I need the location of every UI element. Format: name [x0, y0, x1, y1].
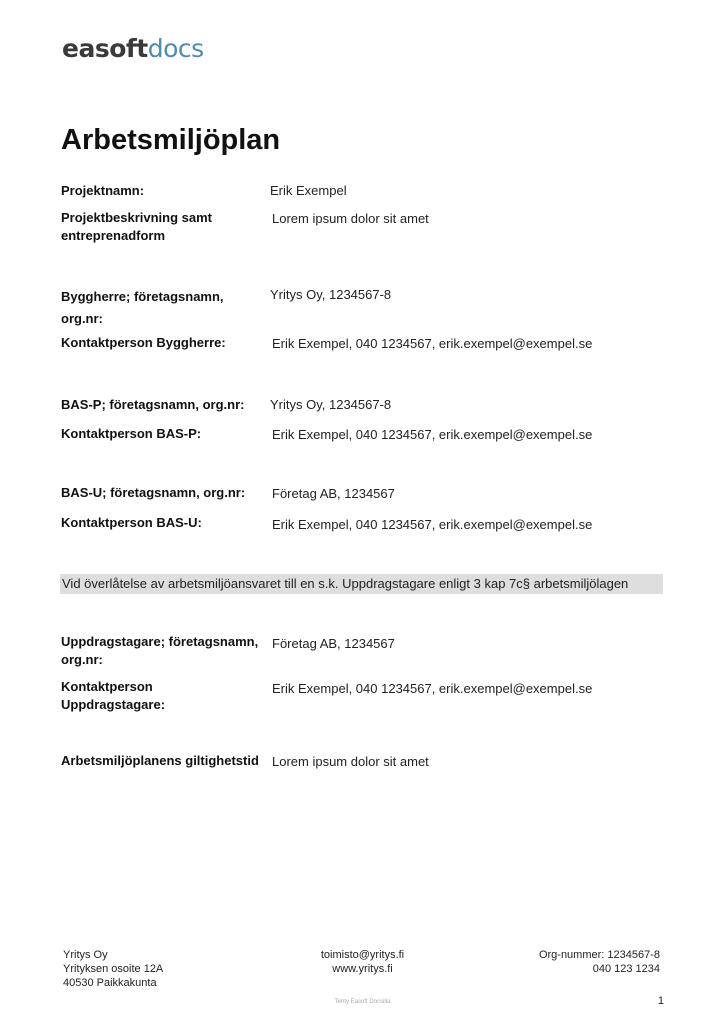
- kontakt-uppdrag-label: Kontaktperson Uppdragstagare:: [61, 679, 166, 712]
- kontakt-byggherre-label: Kontaktperson Byggherre:: [61, 335, 226, 350]
- footer-registration: [539, 948, 660, 976]
- projektnamn-label: Projektnamn:: [61, 183, 145, 198]
- kontakt-uppdrag-value: Erik Exempel, 040 1234567, erik.exempel@exempel.se: [272, 681, 593, 696]
- basu-label: BAS-U; företagsnamn, org.nr:: [61, 485, 246, 500]
- kontakt-basu-label: Kontaktperson BAS-U:: [61, 515, 202, 530]
- projektnamn-value: Erik Exempel: [270, 183, 347, 198]
- footer-company-name: Yritys Oy: [63, 949, 108, 961]
- kontakt-basp-label: Kontaktperson BAS-P:: [61, 426, 202, 441]
- beskrivning-value: Lorem ipsum dolor sit amet: [272, 211, 429, 226]
- byggherre-value: Yritys Oy, 1234567-8: [270, 287, 392, 302]
- generated-by-text: Tehty Easoft Docsilla: [334, 999, 391, 1005]
- beskrivning-label: Projektbeskrivning samt entreprenadform: [61, 210, 212, 243]
- kontakt-basu-value: Erik Exempel, 040 1234567, erik.exempel@exempel.se: [272, 517, 593, 532]
- basp-label: BAS-P; företagsnamn, org.nr:: [61, 397, 245, 412]
- footer-company: [63, 948, 163, 990]
- document-title: Arbetsmiljöplan: [61, 124, 281, 156]
- footer-contact: [290, 948, 435, 976]
- easoftdocs-logo: [62, 36, 204, 61]
- uppdragstagare-banner: Vid överlåtelse av arbetsmiljöansvaret till en s.k. Uppdragstagare enligt 3 kap 7c§ arbetsmiljölagen: [60, 574, 663, 594]
- logo-part-easoft: easoft: [62, 34, 148, 63]
- logo-part-docs: docs: [147, 34, 204, 63]
- byggherre-label: Byggherre; företagsnamn, org.nr:: [61, 289, 224, 326]
- footer-phone: 040 123 1234: [592, 963, 660, 975]
- footer-company-city: 40530 Paikkakunta: [63, 977, 157, 989]
- footer-company-address: Yrityksen osoite 12A: [63, 963, 164, 975]
- footer-org-number: Org-nummer: 1234567-8: [538, 949, 660, 961]
- giltighet-label: Arbetsmiljöplanens giltighetstid: [61, 753, 259, 768]
- uppdragstagare-value: Företag AB, 1234567: [272, 636, 395, 651]
- kontakt-basp-value: Erik Exempel, 040 1234567, erik.exempel@exempel.se: [272, 427, 593, 442]
- basu-value: Företag AB, 1234567: [272, 486, 395, 501]
- uppdragstagare-label: Uppdragstagare; företagsnamn, org.nr:: [61, 634, 259, 667]
- kontakt-byggherre-value: Erik Exempel, 040 1234567, erik.exempel@exempel.se: [272, 336, 593, 351]
- giltighet-value: Lorem ipsum dolor sit amet: [272, 754, 429, 769]
- basp-value: Yritys Oy, 1234567-8: [270, 397, 392, 412]
- footer-email: toimisto@yritys.fi: [320, 949, 405, 961]
- footer-website: www.yritys.fi: [332, 963, 393, 975]
- page-number: 1: [657, 995, 664, 1007]
